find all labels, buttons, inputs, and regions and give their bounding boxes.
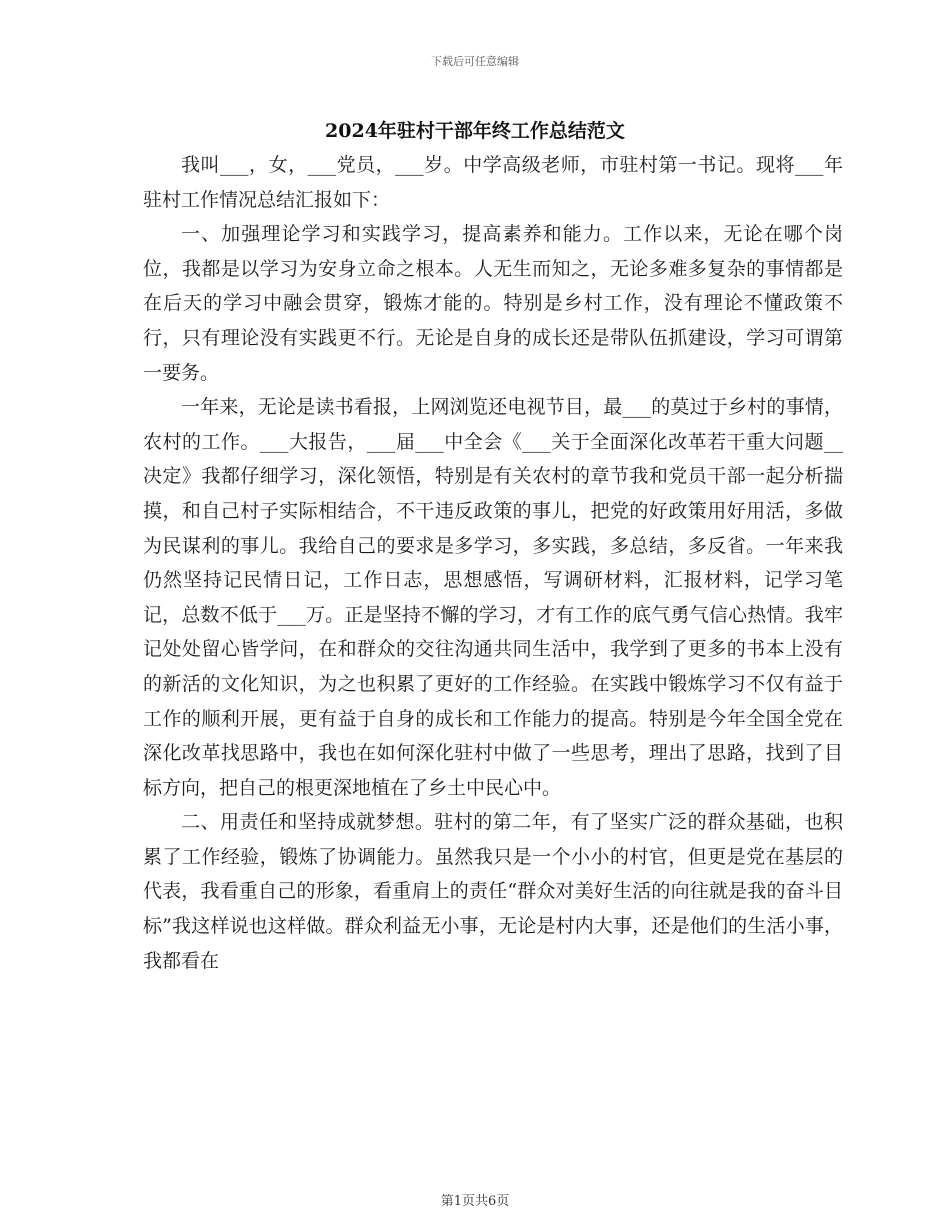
paragraph-section-two: 二、用责任和坚持成就梦想。驻村的第二年，有了坚实广泛的群众基础，也积累了工作经验，锻炼了协调能力。虽然我只是一个小小的村官，但更是党在基层的代表，我看重自己的形象，看重肩上的责任“群众对美好生活的向往就是我的奋斗目标”我这样说也这样做。群众利益无小事，无论是村内大事，还是他们的生活小事，我都看在 xyxy=(143,811,843,972)
paragraph-intro: 我叫___，女，___党员，___岁。中学高级老师，市驻村第一书记。现将___年驻村工作情况总结汇报如下： xyxy=(143,154,843,211)
page-header-note: 下载后可任意编辑 xyxy=(431,55,519,68)
document-title: 2024年驻村干部年终工作总结范文 xyxy=(325,120,625,142)
paragraph-study-year: 一年来，无论是读书看报，上网浏览还电视节目，最___的莫过于乡村的事情，农村的工作。___大报告，___届___中全会《___关于全面深化改革若干重大问题__决定》我都仔细学习，深化领悟，特别是有关农村的章节我和党员干部一起分析揣摸，和自己村子实际相结合，不干违反政策的事儿，把党的好政策用好用活，多做为民谋利的事儿。我给自己的要求是多学习，多实践，多总结，多反省。一年来我仍然坚持记民情日记，工作日志，思想感悟，写调研材料，汇报材料，记学习笔记，总数不低于___万。正是坚持不懈的学习，才有工作的底气勇气信心热情。我牢记处处留心皆学问，在和群众的交往沟通共同生活中，我学到了更多的书本上没有的新活的文化知识，为之也积累了更好的工作经验。在实践中锻炼学习不仅有益于工作的顺利开展，更有益于自身的成长和工作能力的提高。特别是今年全国全党在深化改革找思路中，我也在如何深化驻村中做了一些思考，理出了思路，找到了目标方向，把自己的根更深地植在了乡土中民心中。 xyxy=(143,396,843,799)
page-number-footer: 第1页共6页 xyxy=(440,1194,510,1209)
document-body xyxy=(143,148,843,978)
paragraph-section-one: 一、加强理论学习和实践学习，提高素养和能力。工作以来，无论在哪个岗位，我都是以学习为安身立命之根本。人无生而知之，无论多难多复杂的事情都是在后天的学习中融会贯穿，锻炼才能的。特别是乡村工作，没有理论不懂政策不行，只有理论没有实践更不行。无论是自身的成长还是带队伍抓建设，学习可谓第一要务。 xyxy=(143,223,843,384)
